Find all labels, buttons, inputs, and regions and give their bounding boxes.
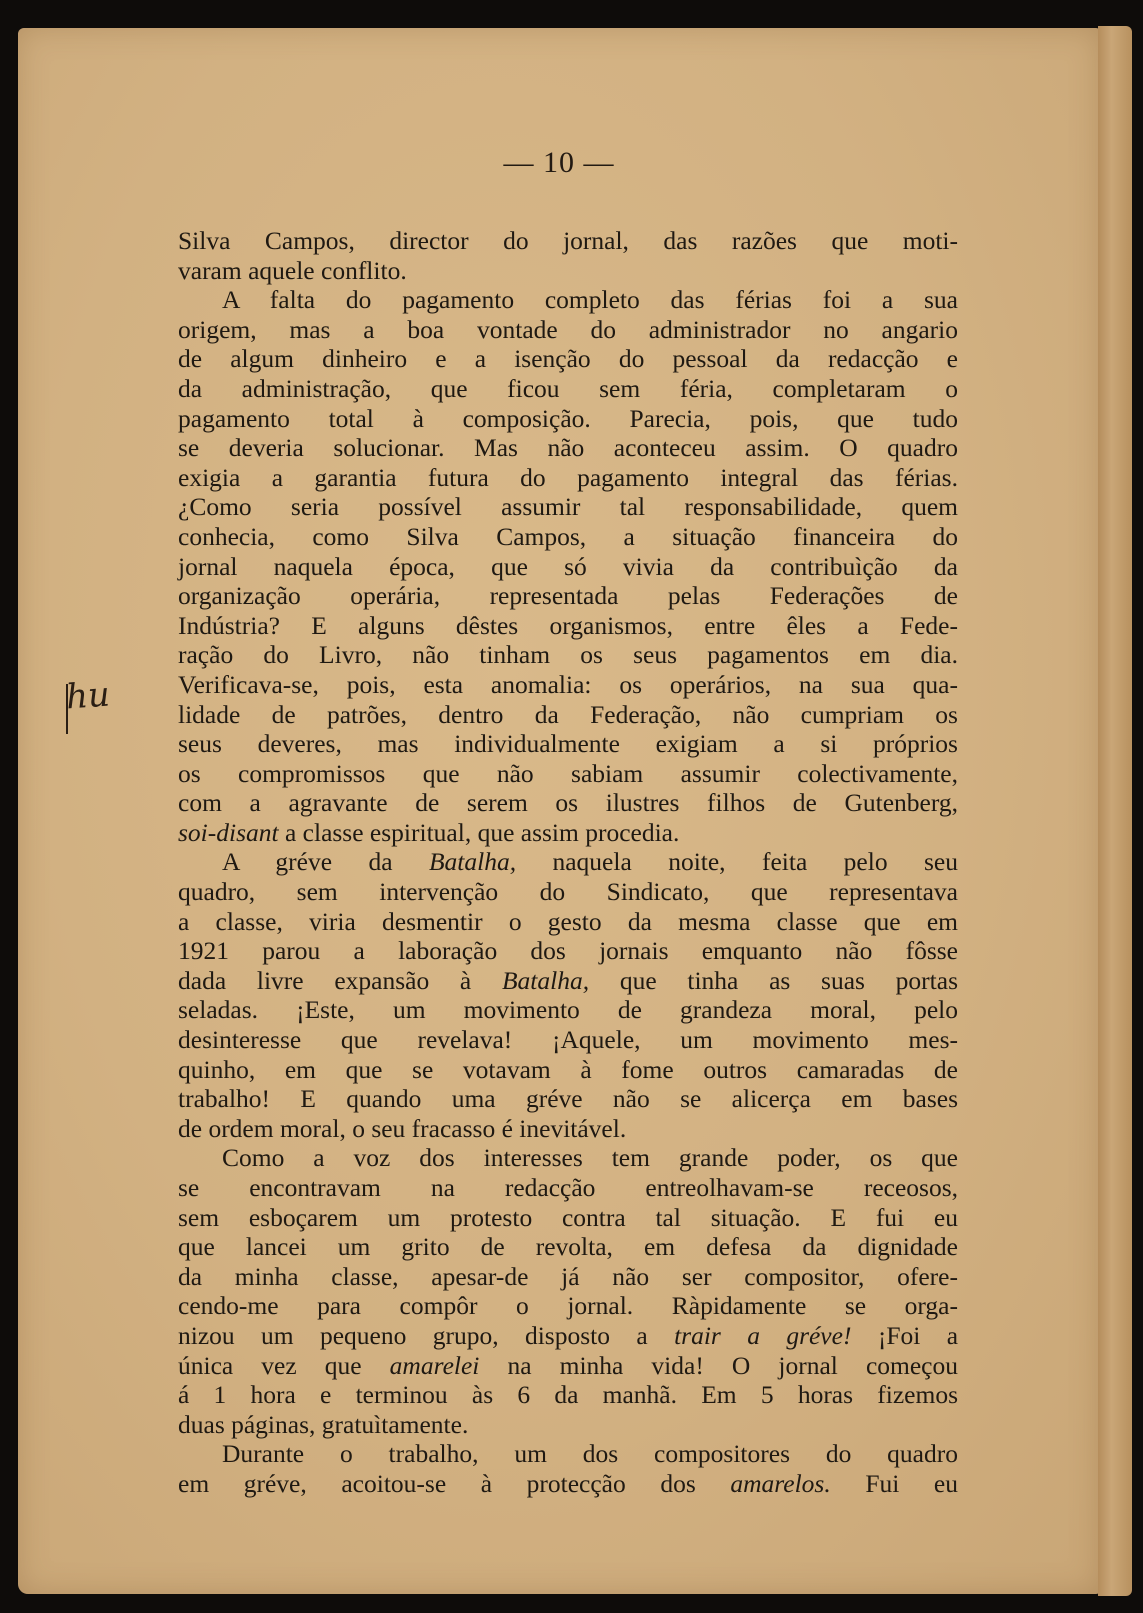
text-run: Fui eu: [830, 1468, 958, 1498]
text-line: [178, 1321, 958, 1351]
text-line: se deveria solucionar. Mas não aconteceu assim. O quadro: [178, 433, 958, 463]
italic-phrase: trair a gréve!: [674, 1320, 852, 1350]
text-line: cendo-me para compôr o jornal. Ràpidamente se orga-: [178, 1291, 958, 1321]
text-line: duas páginas, gratuìtamente.: [178, 1409, 469, 1439]
text-line: 1921 parou a laboração dos jornais emquanto não fôsse: [178, 936, 958, 966]
text-line: os compromissos que não sabiam assumir colectivamente,: [178, 758, 958, 788]
text-run: única vez que: [178, 1350, 390, 1380]
text-line: exigia a garantia futura do pagamento integral das férias.: [178, 462, 958, 492]
italic-phrase: amarelei: [389, 1350, 480, 1380]
body-text: [178, 226, 958, 1499]
book-page: [18, 28, 1100, 1594]
text-line: Como a voz dos interesses tem grande poder, os que: [222, 1143, 958, 1173]
text-line: [178, 966, 958, 996]
text-line: [178, 847, 958, 877]
italic-phrase: Batalha,: [501, 965, 590, 995]
text-line: Verificava-se, pois, esta anomalia: os operários, na sua qua-: [178, 669, 958, 699]
text-line: Indústria? E alguns dêstes organismos, entre êles a Fede-: [178, 610, 958, 640]
text-run: na minha vida! O jornal começou: [479, 1350, 958, 1380]
text-run: dada livre expansão à: [178, 965, 502, 995]
text-line: sem esboçarem um protesto contra tal situação. E fui eu: [178, 1202, 958, 1232]
text-line: a classe, viria desmentir o gesto da mesma classe que em: [178, 906, 958, 936]
text-run: nizou um pequeno grupo, disposto a: [178, 1320, 675, 1350]
text-line: origem, mas a boa vontade do administrador no angario: [178, 314, 958, 344]
text-line: seus deveres, mas individualmente exigiam a si próprios: [178, 729, 958, 759]
text-line: varam aquele conflito.: [178, 255, 407, 285]
text-line: [178, 1351, 958, 1381]
text-line: que lancei um grito de revolta, em defesa da dignidade: [178, 1232, 958, 1262]
text-line: se encontravam na redacção entreolhavam-se receosos,: [178, 1173, 958, 1202]
text-line: de algum dinheiro e a isenção do pessoal da redacção e: [178, 344, 958, 374]
text-run: que tinha as suas portas: [589, 965, 959, 995]
italic-phrase: Batalha,: [428, 847, 517, 877]
text-line: de ordem moral, o seu fracasso é inevitável.: [178, 1113, 627, 1143]
text-line: A falta do pagamento completo das férias foi a sua: [222, 285, 958, 315]
italic-phrase: soi-disant: [178, 817, 279, 847]
text-line: quinho, em que se votavam à fome outros camaradas de: [178, 1054, 958, 1084]
text-line: [178, 1469, 958, 1499]
text-line: ¿Como seria possível assumir tal responsabilidade, quem: [178, 492, 958, 522]
text-run: A gréve da: [222, 847, 429, 877]
text-line: da minha classe, apesar-de já não ser compositor, ofere-: [178, 1261, 958, 1291]
text-line: da administração, que ficou sem féria, completaram o: [178, 373, 958, 403]
text-line: pagamento total à composição. Parecia, pois, que tudo: [178, 403, 958, 433]
text-line: Durante o trabalho, um dos compositores do quadro: [222, 1439, 958, 1469]
text-line: trabalho! E quando uma gréve não se alicerça em bases: [178, 1084, 958, 1114]
text-line: conhecia, como Silva Campos, a situação financeira do: [178, 521, 958, 551]
text-line: com a agravante de serem os ilustres filhos de Gutenberg,: [178, 788, 958, 818]
text-line: jornal naquela época, que só vivia da contribuìção da: [178, 551, 958, 581]
italic-phrase: amarelos.: [730, 1468, 831, 1498]
text-line: á 1 hora e terminou às 6 da manhã. Em 5 horas fizemos: [178, 1380, 958, 1410]
text-line: quadro, sem intervenção do Sindicato, que representava: [178, 877, 958, 907]
text-run: em gréve, acoitou-se à protecção dos: [178, 1468, 731, 1498]
page-number: — 10 —: [503, 146, 615, 179]
text-line: [178, 818, 958, 848]
text-line: seladas. ¡Este, um movimento de grandeza moral, pelo: [178, 995, 958, 1025]
text-run: a classe espiritual, que assim procedia.: [278, 817, 680, 847]
adjacent-page-edge: [1098, 26, 1132, 1596]
text-run: ¡Foi a: [851, 1320, 959, 1350]
text-line: lidade de patrões, dentro da Federação, não cumpriam os: [178, 699, 958, 729]
text-line: Silva Campos, director do jornal, das razões que moti-: [178, 226, 958, 255]
text-run: naquela noite, feita pelo seu: [516, 847, 958, 877]
text-line: desinteresse que revelava! ¡Aquele, um movimento mes-: [178, 1025, 958, 1055]
text-line: ração do Livro, não tinham os seus pagamentos em dia.: [178, 640, 958, 670]
handwritten-margin-note: hu: [64, 674, 112, 718]
text-line: organização operária, representada pelas Federações de: [178, 581, 958, 611]
